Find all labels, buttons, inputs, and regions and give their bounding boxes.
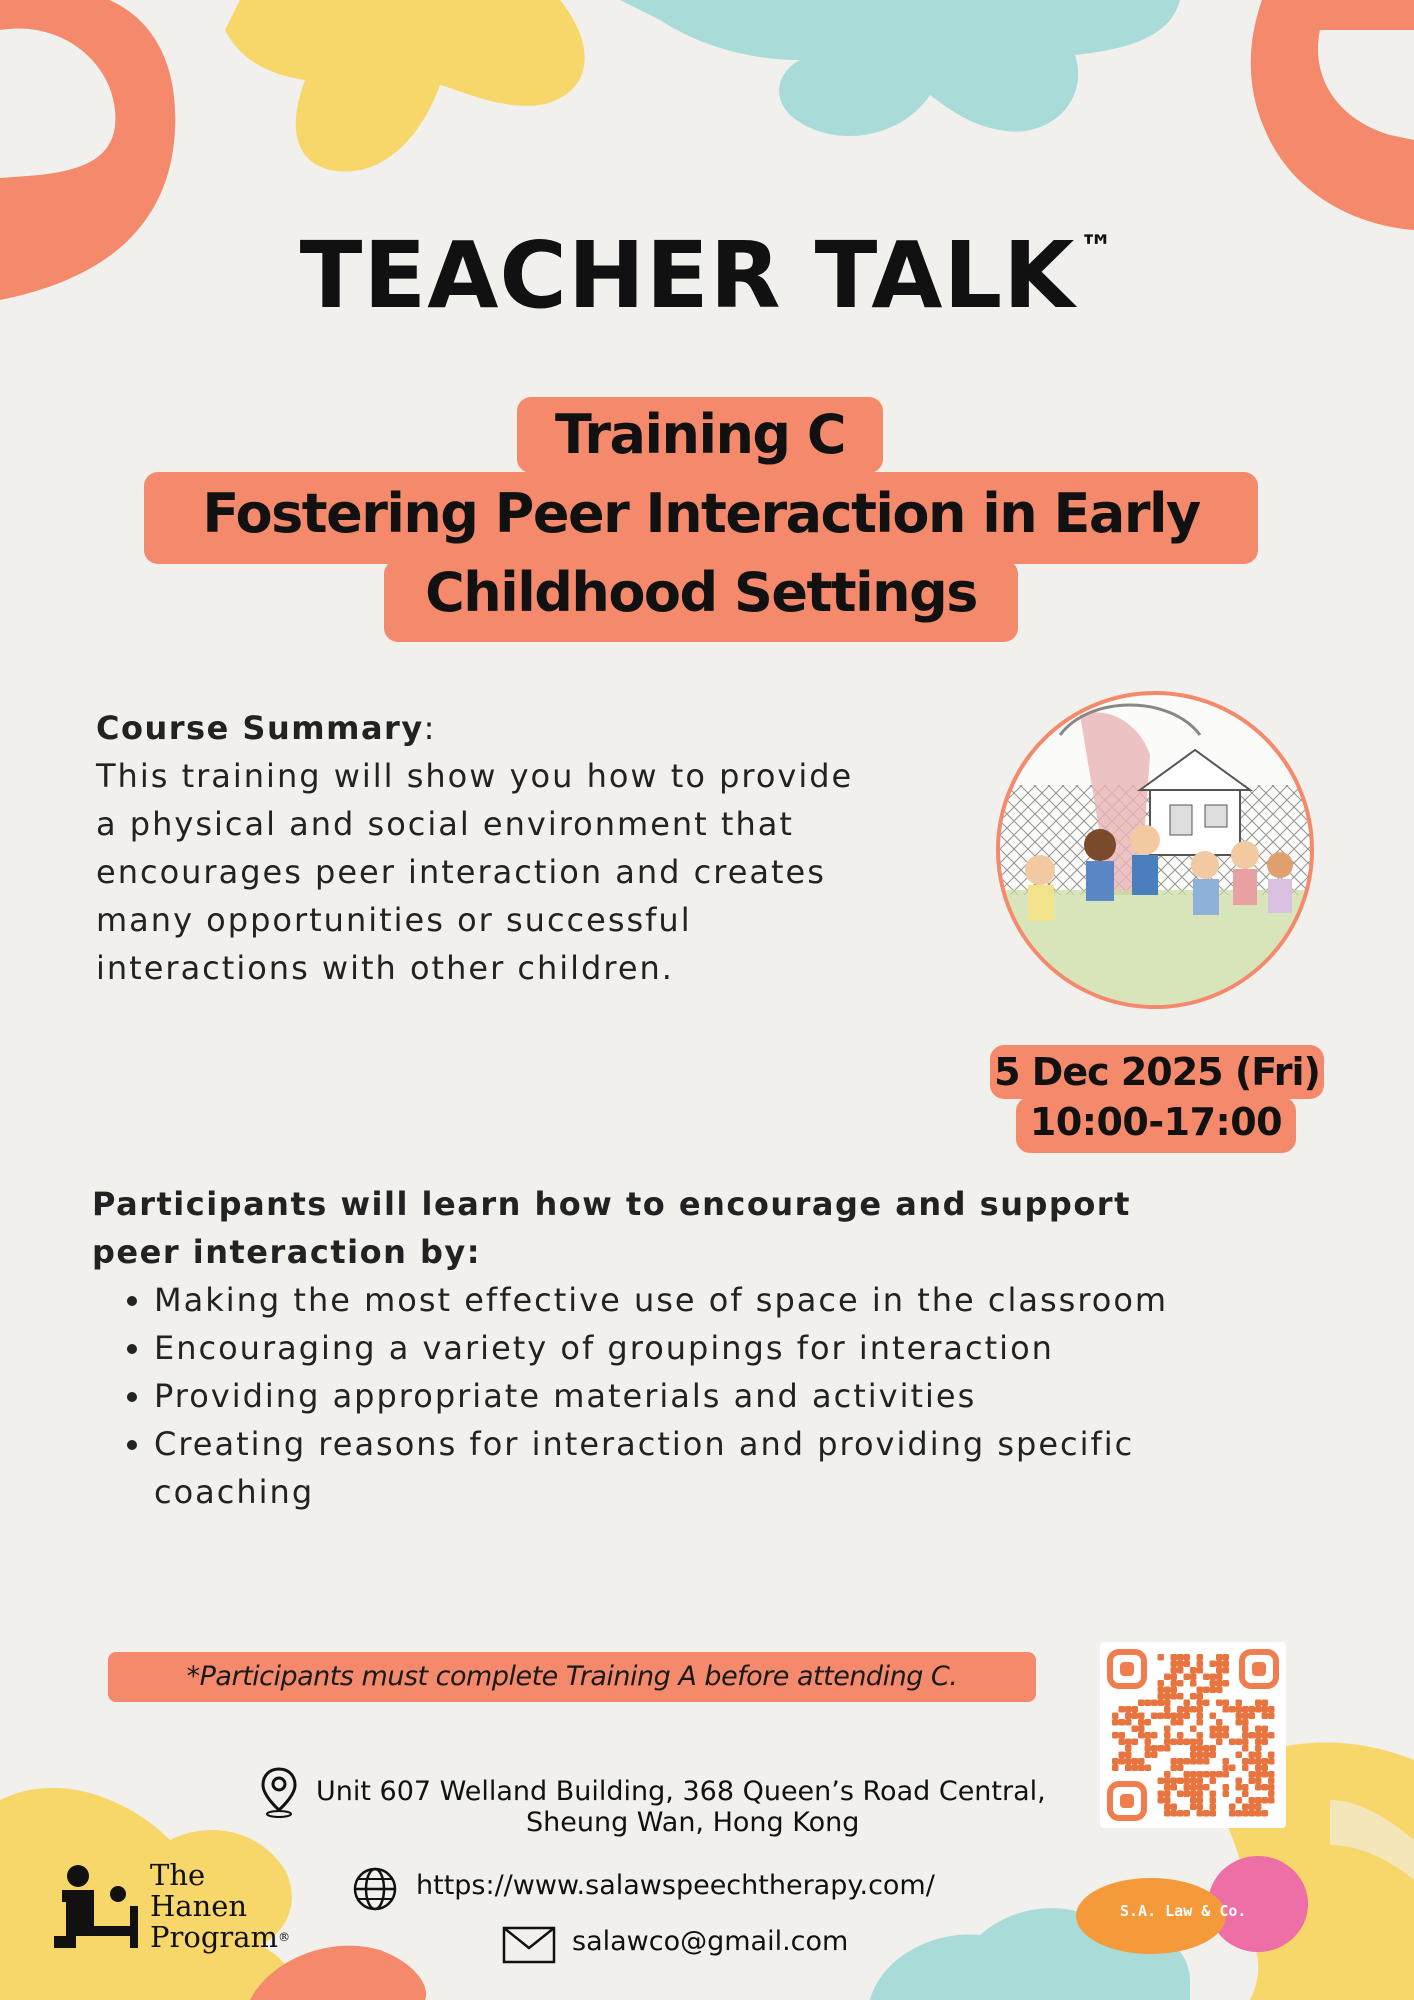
location-pin-icon [258,1766,300,1818]
mail-icon [502,1926,556,1964]
banner-line2: Fostering Peer Interaction in Early [144,472,1258,564]
summary-heading: Course Summary [96,709,424,747]
hanen-logo-mark [54,1864,138,1950]
list-item: • Encouraging a variety of groupings for interaction [154,1324,1414,1372]
summary-heading-row: Course Summary: [96,709,437,747]
address-line2: Sheung Wan, Hong Kong [526,1807,860,1838]
top-teal-blob [620,0,1180,136]
summary-line: This training will show you how to provide [96,757,854,795]
summary-line: interactions with other children. [96,949,674,987]
summary-line: a physical and social environment that [96,805,794,843]
title-text: TEACHER TALK [299,222,1076,329]
hanen-logo-text: The Hanen Program® [150,1858,291,1954]
summary-line: encourages peer interaction and creates [96,853,826,891]
learn-heading: Participants will learn how to encourage and support peer interaction by: [92,1185,1131,1271]
page-title [0,222,1414,329]
banner-line3: Childhood Settings [384,560,1018,642]
address [316,1776,1116,1838]
top-left-yellow-shape [225,0,585,172]
list-item: • Creating reasons for interaction and providing specific coaching [154,1420,1234,1516]
summary-line: many opportunities or successful [96,901,692,939]
learn-list [90,1276,1414,1516]
qr-code-graphic [1100,1642,1286,1828]
website-link[interactable]: https://www.salawspeechtherapy.com/ [416,1870,935,1901]
illustration-drawing [1000,695,1310,1005]
globe-icon [352,1866,398,1912]
list-item: • Making the most effective use of space in the classroom [154,1276,1414,1324]
date-badge: 5 Dec 2025 (Fri) [990,1045,1324,1099]
email-link[interactable]: salawco@gmail.com [572,1926,849,1957]
prerequisite-note: *Participants must complete Training A before attending C. [108,1652,1036,1702]
salaw-logo-text: S.A. Law & Co. [1120,1902,1247,1920]
trademark-symbol: ™ [1079,228,1115,268]
hanen-logo [54,1856,294,1956]
address-line1: Unit 607 Welland Building, 368 Queen’s Road Central, [316,1776,1046,1807]
banner-line1: Training C [517,397,883,473]
qr-code[interactable] [1100,1642,1286,1828]
time-badge: 10:00-17:00 [1016,1097,1296,1153]
salaw-logo [1076,1856,1316,1966]
course-summary [96,704,976,992]
list-item: • Providing appropriate materials and activities [154,1372,1414,1420]
playground-illustration [996,691,1314,1009]
